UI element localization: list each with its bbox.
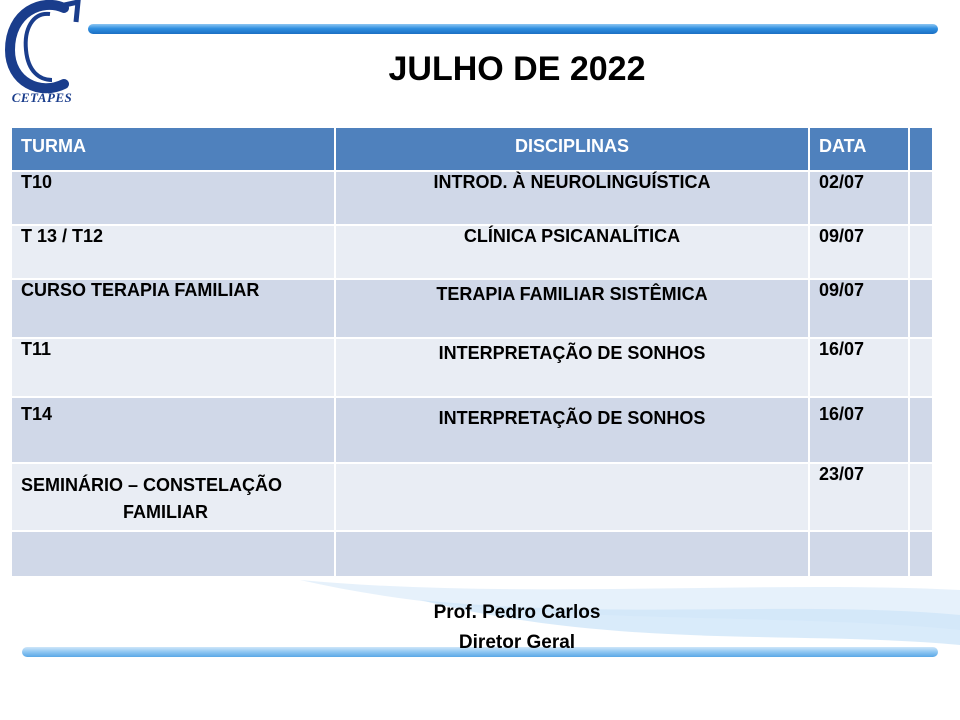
cell-data: 09/07 [809, 279, 909, 338]
signature-role: Diretor Geral [458, 632, 576, 653]
cell-extra [909, 338, 933, 397]
cell-disciplina: INTROD. À NEUROLINGUÍSTICA [335, 171, 809, 225]
schedule-table [10, 126, 934, 578]
table-row [11, 225, 933, 279]
top-decorative-bar [88, 24, 938, 34]
table-row [11, 171, 933, 225]
table-header-row [11, 127, 933, 171]
header-disciplinas: DISCIPLINAS [335, 127, 809, 171]
cell-turma-line1: SEMINÁRIO – CONSTELAÇÃO [21, 475, 283, 495]
cell-disciplina: INTERPRETAÇÃO DE SONHOS [335, 397, 809, 463]
cell-extra [909, 531, 933, 577]
table-row [11, 531, 933, 577]
cell-turma: T11 [11, 338, 335, 397]
table-row [11, 338, 933, 397]
cell-disciplina [335, 463, 809, 531]
cell-turma: T14 [11, 397, 335, 463]
cell-turma-line2: FAMILIAR [123, 502, 208, 522]
cell-extra [909, 463, 933, 531]
cell-extra [909, 225, 933, 279]
cell-turma: T 13 / T12 [11, 225, 335, 279]
cell-turma [11, 463, 335, 531]
cell-extra [909, 397, 933, 463]
cell-disciplina [335, 531, 809, 577]
cell-disciplina: INTERPRETAÇÃO DE SONHOS [335, 338, 809, 397]
cell-data [809, 531, 909, 577]
logo-text: CETAPES [11, 90, 73, 105]
table-row [11, 279, 933, 338]
header-extra [909, 127, 933, 171]
signature [0, 598, 960, 658]
cell-turma: T10 [11, 171, 335, 225]
header-data: DATA [809, 127, 909, 171]
cell-extra [909, 171, 933, 225]
header-turma: TURMA [11, 127, 335, 171]
cell-turma: CURSO TERAPIA FAMILIAR [11, 279, 335, 338]
cell-data: 09/07 [809, 225, 909, 279]
signature-name: Prof. Pedro Carlos [433, 602, 601, 623]
cell-disciplina: TERAPIA FAMILIAR SISTÊMICA [335, 279, 809, 338]
table-row [11, 397, 933, 463]
cell-data: 02/07 [809, 171, 909, 225]
page-title: JULHO DE 2022 [388, 50, 646, 88]
cell-disciplina: CLÍNICA PSICANALÍTICA [335, 225, 809, 279]
cell-data: 16/07 [809, 338, 909, 397]
cell-extra [909, 279, 933, 338]
cell-data: 16/07 [809, 397, 909, 463]
cell-turma [11, 531, 335, 577]
cell-data: 23/07 [809, 463, 909, 531]
table-row [11, 463, 933, 531]
